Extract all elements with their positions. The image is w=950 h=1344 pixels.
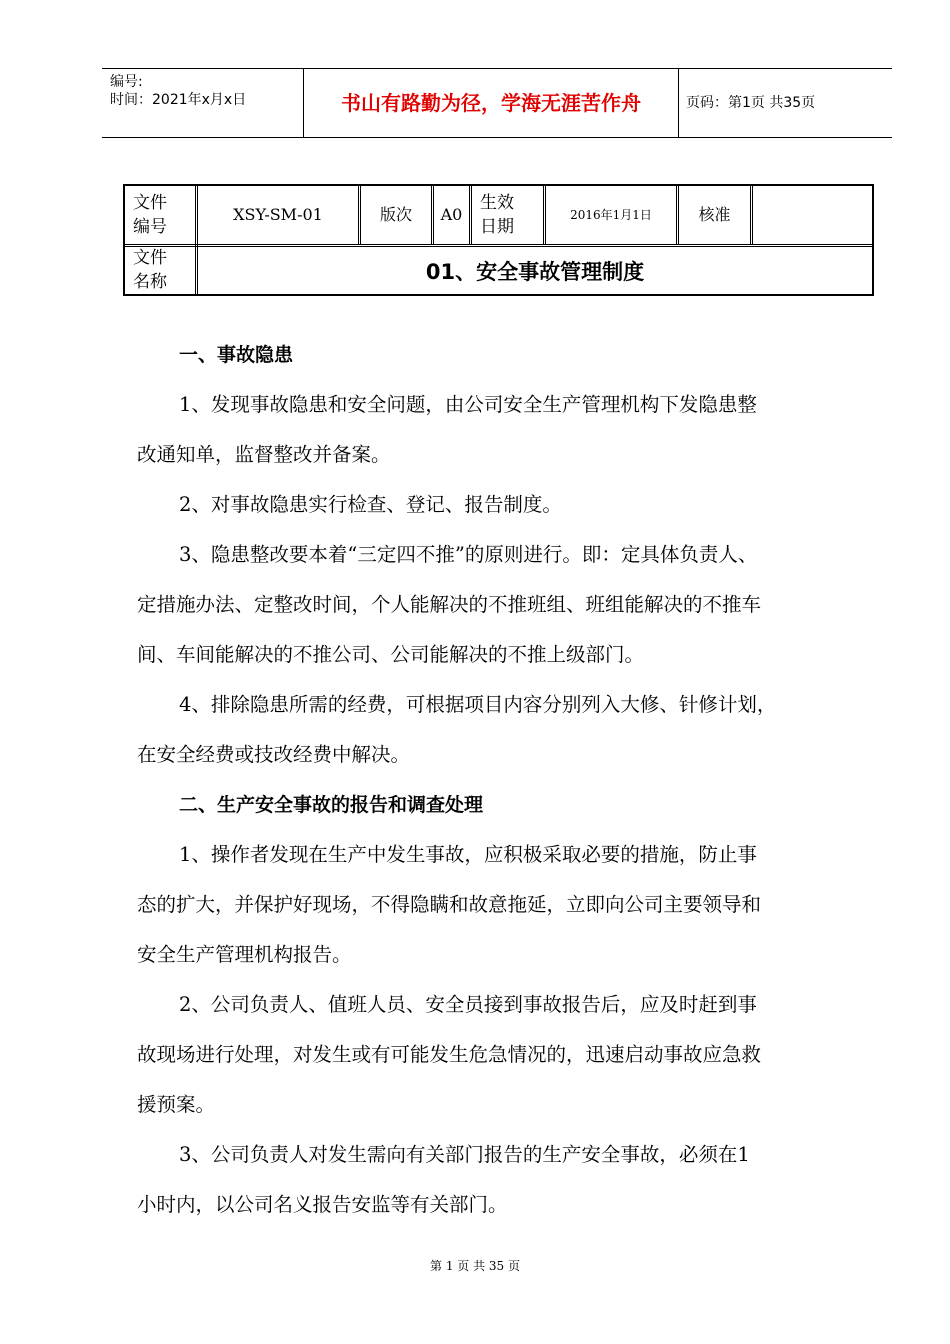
text-line: 安全生产管理机构报告。 bbox=[137, 943, 352, 966]
approve-value bbox=[753, 186, 872, 244]
header-page-info: 页码：第1页 共35页 bbox=[686, 95, 816, 111]
text-line: 故现场进行处理，对发生或有可能发生危急情况的，迅速启动事故应急救 bbox=[137, 1043, 762, 1066]
page-footer: 第 1 页 共 35 页 bbox=[430, 1259, 520, 1273]
doc-number-value: XSY-SM-01 bbox=[233, 205, 323, 224]
time-label: 时间：2021年x月x日 bbox=[110, 92, 247, 108]
header-divider bbox=[678, 69, 679, 137]
page-header bbox=[102, 68, 892, 138]
label-line: 生效 bbox=[480, 193, 514, 213]
label-line: 名称 bbox=[133, 272, 167, 292]
number-label: 编号: bbox=[110, 74, 143, 90]
paragraph bbox=[137, 530, 877, 680]
approve-label: 核准 bbox=[698, 205, 731, 224]
paragraph bbox=[137, 480, 877, 530]
section-heading: 一、事故隐患 bbox=[179, 344, 294, 366]
label-line: 文件 bbox=[133, 193, 167, 213]
header-motto: 书山有路勤为径，学海无涯苦作舟 bbox=[341, 91, 641, 115]
effective-date-value: 2016年1月1日 bbox=[570, 208, 652, 222]
paragraph bbox=[137, 380, 877, 480]
text-line: 2、公司负责人、值班人员、安全员接到事故报告后，应及时赶到事 bbox=[179, 993, 757, 1016]
label-line: 日期 bbox=[480, 217, 514, 237]
text-line: 小时内，以公司名义报告安监等有关部门。 bbox=[137, 1193, 508, 1216]
version-label: 版次 bbox=[379, 205, 412, 224]
table-column-divider bbox=[469, 186, 472, 244]
label-line: 文件 bbox=[133, 248, 167, 268]
text-line: 定措施办法、定整改时间，个人能解决的不推班组、班组能解决的不推车 bbox=[137, 593, 762, 616]
label-line: 编号 bbox=[133, 217, 167, 237]
text-line: 1、操作者发现在生产中发生事故，应积极采取必要的措施，防止事 bbox=[179, 843, 757, 866]
version-value: A0 bbox=[440, 205, 463, 224]
text-line: 间、车间能解决的不推公司、公司能解决的不推上级部门。 bbox=[137, 643, 645, 666]
text-line: 在安全经费或技改经费中解决。 bbox=[137, 743, 411, 766]
paragraph bbox=[137, 980, 877, 1130]
paragraph bbox=[137, 1130, 877, 1230]
doc-name-value: 01、安全事故管理制度 bbox=[425, 259, 645, 284]
text-line: 2、对事故隐患实行检查、登记、报告制度。 bbox=[179, 493, 562, 516]
header-left bbox=[110, 73, 246, 109]
paragraph bbox=[137, 830, 877, 980]
text-line: 3、隐患整改要本着“三定四不推”的原则进行。即：定具体负责人、 bbox=[179, 543, 758, 566]
text-line: 3、公司负责人对发生需向有关部门报告的生产安全事故，必须在1 bbox=[179, 1143, 750, 1166]
effective-date-label bbox=[480, 191, 540, 241]
section-heading: 二、生产安全事故的报告和调查处理 bbox=[179, 794, 484, 816]
text-line: 态的扩大，并保护好现场，不得隐瞒和故意拖延，立即向公司主要领导和 bbox=[137, 893, 762, 916]
text-line: 4、排除隐患所需的经费，可根据项目内容分别列入大修、针修计划， bbox=[179, 693, 777, 716]
paragraph bbox=[137, 680, 877, 780]
doc-name-label bbox=[133, 246, 193, 296]
text-line: 1、发现事故隐患和安全问题，由公司安全生产管理机构下发隐患整 bbox=[179, 393, 757, 416]
doc-number-label bbox=[133, 191, 193, 241]
document-info-table bbox=[123, 184, 874, 296]
text-line: 改通知单，监督整改并备案。 bbox=[137, 443, 391, 466]
document-body bbox=[137, 330, 877, 1230]
text-line: 援预案。 bbox=[137, 1093, 216, 1116]
